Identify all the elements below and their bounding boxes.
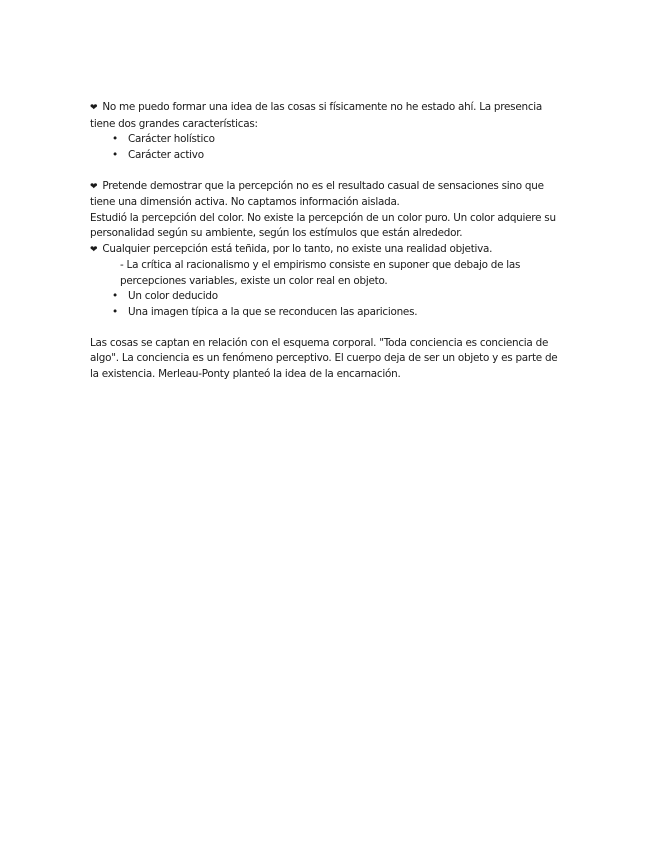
paragraph-tinted-text: Cualquier percepción está teñida, por lo tanto, no existe una realidad objetiva. [102,242,493,255]
list-item: • Carácter activo [90,148,560,164]
list-item: • Carácter holístico [90,132,560,148]
spacer [90,163,560,179]
paragraph-perception-text: Pretende demostrar que la percepción no es el resultado casual de sensaciones sino que tiene una dimensión activa. No captamos información aislada. [90,179,544,208]
list-item: • Un color deducido [90,289,560,305]
spacer [90,320,560,336]
heart-icon: ❤ [90,181,98,192]
heart-icon: ❤ [90,244,98,255]
paragraph-perception [90,179,560,211]
document-page [90,100,560,382]
color-list [90,289,560,320]
heart-icon: ❤ [90,103,98,113]
list-item: • Una imagen típica a la que se reconducen las apariciones. [90,305,560,321]
paragraph-tinted [90,242,560,259]
paragraph-presence-text: No me puedo formar una idea de las cosas si físicamente no he estado ahí. La presencia tiene dos grandes características: [90,101,543,130]
paragraph-color: Estudió la percepción del color. No existe la percepción de un color puro. Un color adquiere su personalidad según su ambiente, según los estímulos que están alrededor. [90,211,556,239]
paragraph-body-schema: Las cosas se captan en relación con el esquema corporal. "Toda conciencia es conciencia de algo". La conciencia es un fenómeno perceptivo. El cuerpo deja de ser un objeto y es parte de la existencia. Merleau-Ponty planteó la idea de la encarnación. [90,336,558,380]
paragraph-presence [90,100,560,132]
characteristics-list [90,132,560,163]
paragraph-critique: - La crítica al racionalismo y el empirismo consiste en suponer que debajo de las percepciones variables, existe un color real en objeto. [120,259,521,287]
